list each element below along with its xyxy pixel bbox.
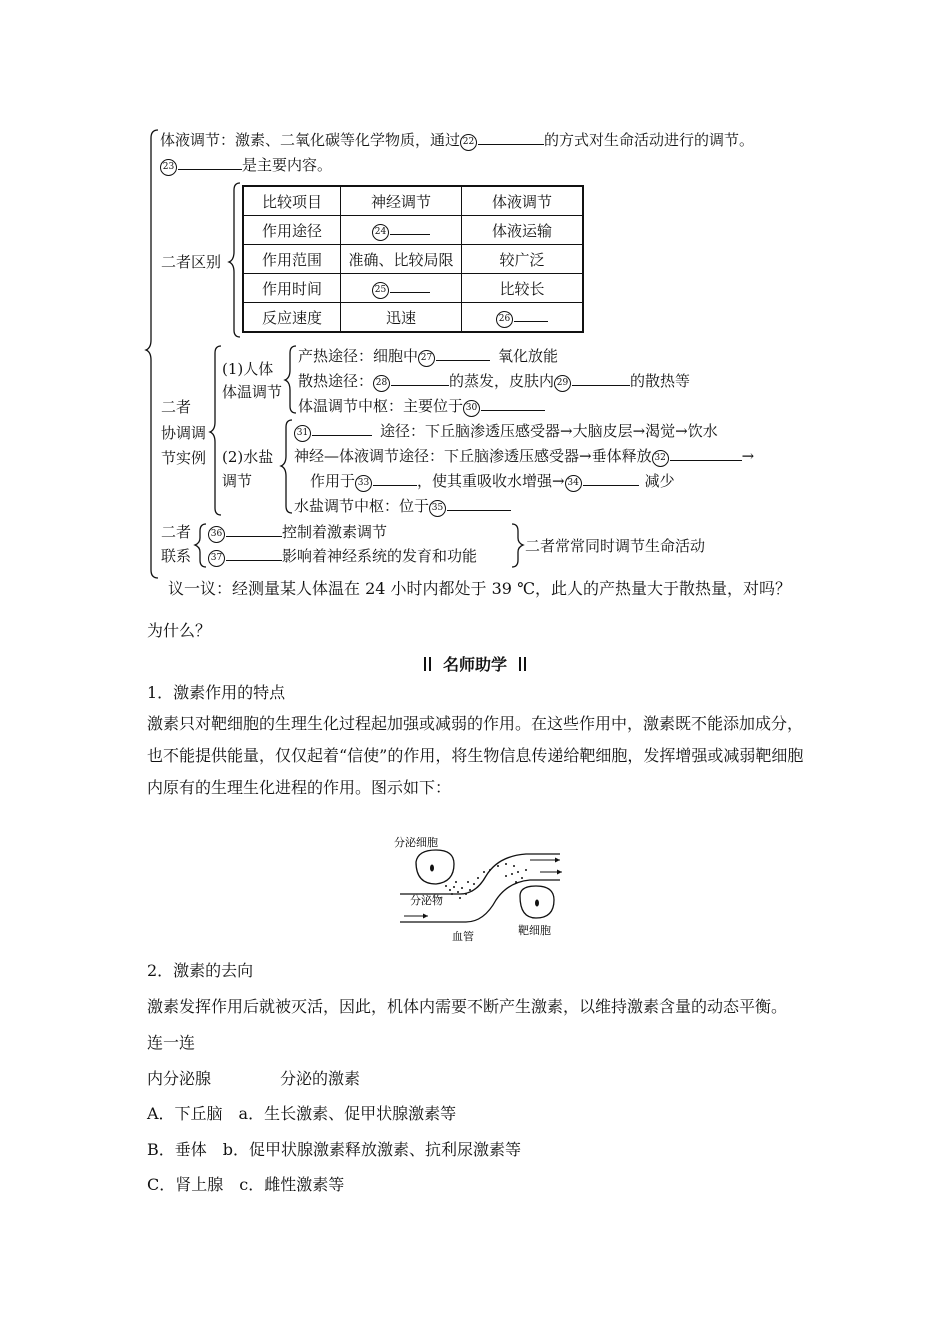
table-row bbox=[243, 274, 583, 303]
water-path-1-text: 途径：下丘脑渗透压感受器→大脑皮层→渴觉→饮水 bbox=[380, 422, 718, 440]
comparison-table bbox=[242, 185, 584, 333]
answer-blank[interactable] bbox=[447, 496, 511, 511]
table-cell: 迅速 bbox=[341, 303, 462, 333]
answer-blank[interactable] bbox=[670, 446, 742, 461]
circled-number: 35 bbox=[429, 500, 446, 517]
answer-blank[interactable] bbox=[226, 546, 282, 561]
temp-center-text: 体温调节中枢：主要位于 bbox=[298, 397, 464, 415]
temp-center-line bbox=[298, 395, 545, 417]
table-cell: 作用范围 bbox=[243, 245, 341, 274]
table-cell bbox=[341, 274, 462, 303]
table-cell: 体液运输 bbox=[462, 216, 584, 245]
table-cell: 较广泛 bbox=[462, 245, 584, 274]
match-item-c: C．肾上腺 c．雌性激素等 bbox=[147, 1175, 345, 1194]
circled-number: 27 bbox=[418, 350, 435, 367]
circled-number: 22 bbox=[460, 134, 477, 151]
heat-loss-text-c: 的散热等 bbox=[630, 372, 691, 390]
circled-number: 25 bbox=[372, 282, 389, 299]
water-path-3 bbox=[310, 470, 675, 492]
section-heading bbox=[0, 652, 950, 675]
heading-bar-icon bbox=[519, 657, 526, 671]
water-path-3-text-c: 减少 bbox=[644, 472, 675, 490]
target-cell-nucleus bbox=[535, 900, 539, 907]
water-center-text: 水盐调节中枢：位于 bbox=[294, 497, 430, 515]
circled-number: 31 bbox=[294, 425, 311, 442]
discuss-line-1: 议一议：经测量某人体温在 24 小时内都处于 39 ℃，此人的产热量大于散热量，对吗？ bbox=[168, 579, 791, 598]
link-line-1 bbox=[208, 521, 387, 543]
table-cell: 反应速度 bbox=[243, 303, 341, 333]
link-text-2: 影响着神经系统的发育和功能 bbox=[282, 547, 478, 565]
secretory-cell-nucleus bbox=[430, 865, 434, 872]
heading-bar-icon bbox=[424, 657, 431, 671]
circled-number: 34 bbox=[565, 475, 582, 492]
circled-number: 24 bbox=[372, 224, 389, 241]
heat-prod-text: 产热途径：细胞中 bbox=[298, 347, 419, 365]
temp-label-1: (1)人体 bbox=[222, 360, 274, 378]
humoral-line-2 bbox=[160, 154, 332, 176]
table-row bbox=[243, 245, 583, 274]
water-path-3-text-b: ，使其重吸收水增强→ bbox=[417, 472, 565, 490]
match-header-left: 内分泌腺 bbox=[147, 1069, 212, 1088]
table-row bbox=[243, 216, 583, 245]
coord-label-3: 节实例 bbox=[161, 449, 207, 467]
table-header-cell: 比较项目 bbox=[243, 186, 341, 216]
answer-blank[interactable] bbox=[514, 307, 548, 322]
match-title: 连一连 bbox=[147, 1033, 196, 1052]
point2-body: 激素发挥作用后就被灭活，因此，机体内需要不断产生激素，以维持激素含量的动态平衡。 bbox=[147, 997, 788, 1016]
secretory-cell-label: 分泌细胞 bbox=[394, 836, 438, 849]
answer-blank[interactable] bbox=[178, 155, 242, 170]
blood-vessel-label: 血管 bbox=[452, 930, 474, 943]
answer-blank[interactable] bbox=[436, 346, 490, 361]
secretion-label: 分泌物 bbox=[410, 894, 443, 907]
secretory-cell-shape bbox=[416, 850, 454, 884]
link-label-1: 二者 bbox=[161, 523, 192, 541]
table-cell: 作用时间 bbox=[243, 274, 341, 303]
table-cell bbox=[462, 303, 584, 333]
answer-blank[interactable] bbox=[583, 471, 639, 486]
table-header-cell: 体液调节 bbox=[462, 186, 584, 216]
point1-title: 1．激素作用的特点 bbox=[147, 683, 286, 702]
point2-title: 2．激素的去向 bbox=[147, 961, 254, 980]
link-label-2: 联系 bbox=[161, 547, 192, 565]
table-cell bbox=[341, 216, 462, 245]
link-line-2 bbox=[208, 545, 477, 567]
table-header-cell: 神经调节 bbox=[341, 186, 462, 216]
water-label-2: 调节 bbox=[222, 472, 253, 490]
match-header-right: 分泌的激素 bbox=[280, 1069, 361, 1088]
humoral-line-1 bbox=[160, 129, 754, 151]
coord-label-2: 协调调 bbox=[161, 424, 207, 442]
answer-blank[interactable] bbox=[226, 522, 282, 537]
heat-loss-text: 散热途径： bbox=[298, 372, 374, 390]
water-path-2-text: 神经—体液调节途径：下丘脑渗透压感受器→垂体释放 bbox=[294, 447, 652, 465]
circled-number: 30 bbox=[463, 400, 480, 417]
circled-number: 29 bbox=[554, 375, 571, 392]
answer-blank[interactable] bbox=[391, 371, 449, 386]
table-header-row bbox=[243, 186, 583, 216]
water-path-1 bbox=[294, 420, 718, 442]
answer-blank[interactable] bbox=[481, 396, 545, 411]
hormone-figure bbox=[380, 830, 580, 945]
target-cell-label: 靶细胞 bbox=[518, 924, 551, 937]
circled-number: 23 bbox=[160, 159, 177, 176]
circled-number: 26 bbox=[496, 311, 513, 328]
coord-label-1: 二者 bbox=[161, 398, 192, 416]
answer-blank[interactable] bbox=[572, 371, 630, 386]
point1-body: 激素只对靶细胞的生理生化过程起加强或减弱的作用。在这些作用中，激素既不能添加成分，也不能提供能量，仅仅起着“信使”的作用，将生物信息传递给靶细胞，发挥增强或减弱靶细胞内原有的生理生化进程的作用。图示如下： bbox=[147, 714, 804, 797]
water-label-1: (2)水盐 bbox=[222, 448, 274, 466]
answer-blank[interactable] bbox=[478, 130, 544, 145]
heat-prod-text-b: 氧化放能 bbox=[498, 347, 559, 365]
link-summary: 二者常常同时调节生命活动 bbox=[525, 537, 706, 555]
diff-label: 二者区别 bbox=[161, 253, 222, 271]
water-path-3-text: 作用于 bbox=[310, 472, 356, 490]
answer-blank[interactable] bbox=[312, 421, 372, 436]
table-cell: 准确、比较局限 bbox=[341, 245, 462, 274]
humoral-text-a: 体液调节：激素、二氧化碳等化学物质，通过 bbox=[160, 131, 461, 149]
humoral-text-c: 是主要内容。 bbox=[242, 156, 333, 174]
heat-production-line bbox=[298, 345, 558, 367]
table-cell: 比较长 bbox=[462, 274, 584, 303]
circled-number: 28 bbox=[373, 375, 390, 392]
link-text-1: 控制着激素调节 bbox=[282, 523, 388, 541]
section-title: 名师助学 bbox=[442, 655, 507, 674]
humoral-text-b: 的方式对生命活动进行的调节。 bbox=[544, 131, 755, 149]
water-path-2 bbox=[294, 445, 754, 467]
circled-number: 33 bbox=[355, 475, 372, 492]
answer-blank[interactable] bbox=[390, 220, 430, 235]
match-item-b: B．垂体 b．促甲状腺激素释放激素、抗利尿激素等 bbox=[147, 1140, 522, 1159]
heat-loss-line bbox=[298, 370, 690, 392]
answer-blank[interactable] bbox=[390, 278, 430, 293]
match-item-a: A．下丘脑 a．生长激素、促甲状腺激素等 bbox=[147, 1104, 457, 1123]
water-center-line bbox=[294, 495, 511, 517]
heat-loss-text-b: 的蒸发，皮肤内 bbox=[449, 372, 555, 390]
answer-blank[interactable] bbox=[373, 471, 417, 486]
table-cell: 作用途径 bbox=[243, 216, 341, 245]
arrow-text: → bbox=[741, 447, 755, 465]
discuss-line-2: 为什么？ bbox=[147, 621, 212, 640]
circled-number: 36 bbox=[208, 526, 225, 543]
circled-number: 37 bbox=[208, 550, 225, 567]
table-row bbox=[243, 303, 583, 333]
circled-number: 32 bbox=[652, 450, 669, 467]
temp-label-2: 体温调节 bbox=[222, 383, 283, 401]
